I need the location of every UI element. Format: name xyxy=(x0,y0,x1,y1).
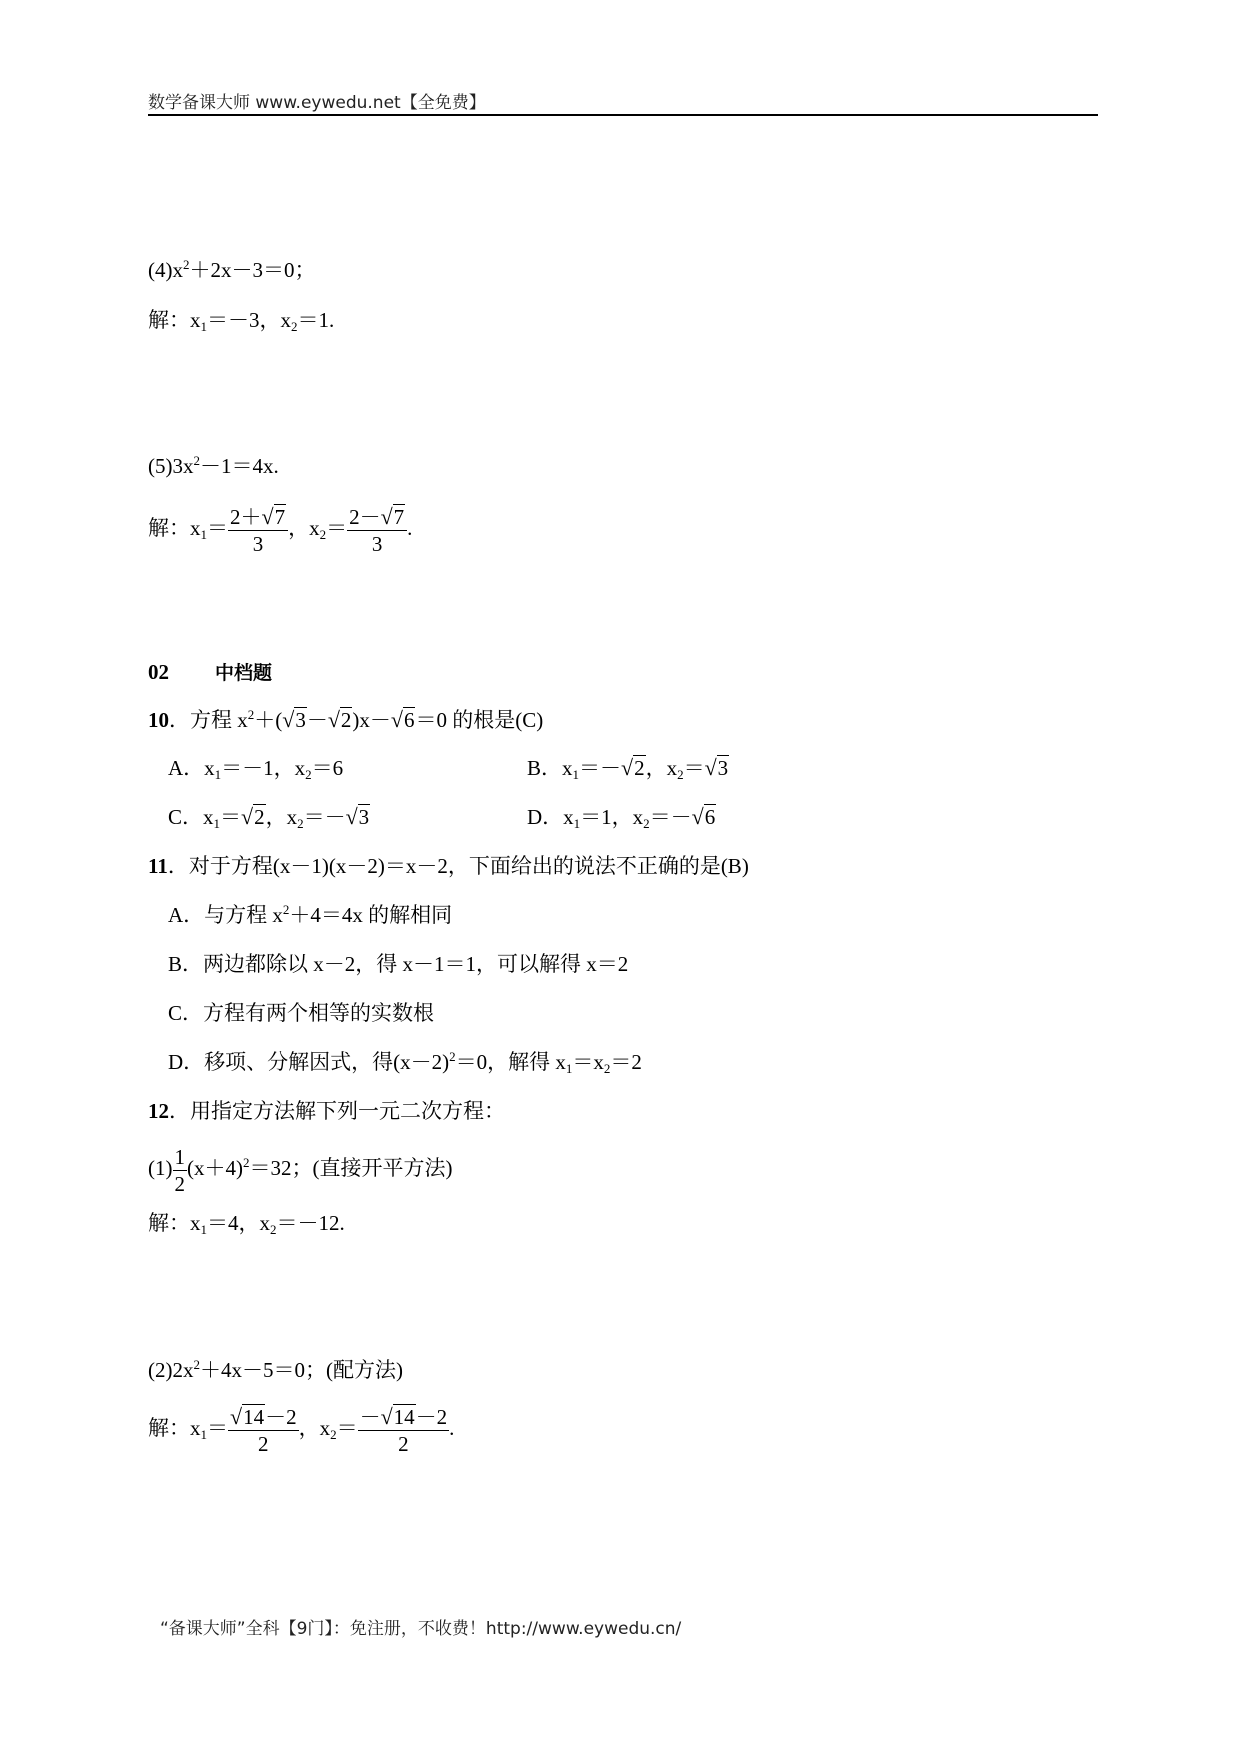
section-number: 02 xyxy=(148,660,169,684)
q10-option-c: C．$x_1=√2$，$x_2=-√3$ xyxy=(168,804,370,831)
q10-option-d: D．$x_1=1$，$x_2=-√6$ xyxy=(527,804,716,831)
q11-stem: 11．对于方程(x－1)(x－2)＝x－2，下面给出的说法不正确的是(B) xyxy=(148,854,749,878)
q5-fraction-2: $\frac{2-√7}{3}$ xyxy=(347,504,407,557)
q4-question: $(4)x^2+2x-3=0$； xyxy=(148,257,316,282)
page-footer: “备课大师”全科【9门】：免注册，不收费！http://www.eywedu.cn/ xyxy=(160,1619,682,1639)
section-title: 中档题 xyxy=(215,662,273,684)
q10-option-a: A．$x_1=-1$，$x_2=6$ xyxy=(168,756,344,782)
q11-option-c: C．方程有两个相等的实数根 xyxy=(168,1001,435,1025)
q10-option-b: B．$x_1=-√2$，$x_2=√3$ xyxy=(527,755,729,782)
header-text: 数学备课大师 www.eywedu.net【全免费】 xyxy=(148,93,486,113)
q12-part1-question: (1) $\frac{1}{2}$ $(x+4)^2=32$；(直接开平方法) xyxy=(148,1144,453,1196)
q12-part1-answer: 解：$x_1=4$，$x_2=-12$. xyxy=(148,1211,345,1237)
q4-answer: 解：$x_1=-3$，$x_2=1$. xyxy=(148,308,335,334)
q12-part2-question: $(2)2x^2+4x-5=0$；(配方法) xyxy=(148,1357,403,1382)
q11-option-b: B．两边都除以 x－2，得 x－1＝1，可以解得 x＝2 xyxy=(168,952,629,976)
q5-question: $(5)3x^2-1=4x$. xyxy=(148,453,279,478)
q12-fraction-2: $\frac{-√14-2}{2}$ xyxy=(359,1403,448,1456)
q5-fraction-1: $\frac{2+√7}{3}$ xyxy=(228,504,288,557)
section-heading xyxy=(148,658,272,687)
q12-part2-answer: 解：$x_1=$ $\frac{√14-2}{2}$ ，$x_2=$ $\frac{-√14-2}{2}$ . xyxy=(148,1403,455,1456)
q12-half-fraction: $\frac{1}{2}$ xyxy=(174,1144,185,1196)
q10-stem: 10．方程 $x^2+(√3-√2)x-√6=0$ 的根是(C) xyxy=(148,707,544,732)
q11-option-d: D．移项、分解因式，得$(x-2)^2=0$，解得 $x_1=x_2=2$ xyxy=(168,1049,642,1076)
page-header xyxy=(148,86,1098,116)
q11-option-a: A．与方程 $x^2+4=4x$ 的解相同 xyxy=(168,902,453,927)
q5-answer: 解：$x_1=$ $\frac{2+√7}{3}$ ，$x_2=$ $\frac{2-√7}{3}$ . xyxy=(148,503,413,556)
q12-stem: 12．用指定方法解下列一元二次方程： xyxy=(148,1099,505,1123)
q12-fraction-1: $\frac{√14-2}{2}$ xyxy=(230,1403,297,1456)
